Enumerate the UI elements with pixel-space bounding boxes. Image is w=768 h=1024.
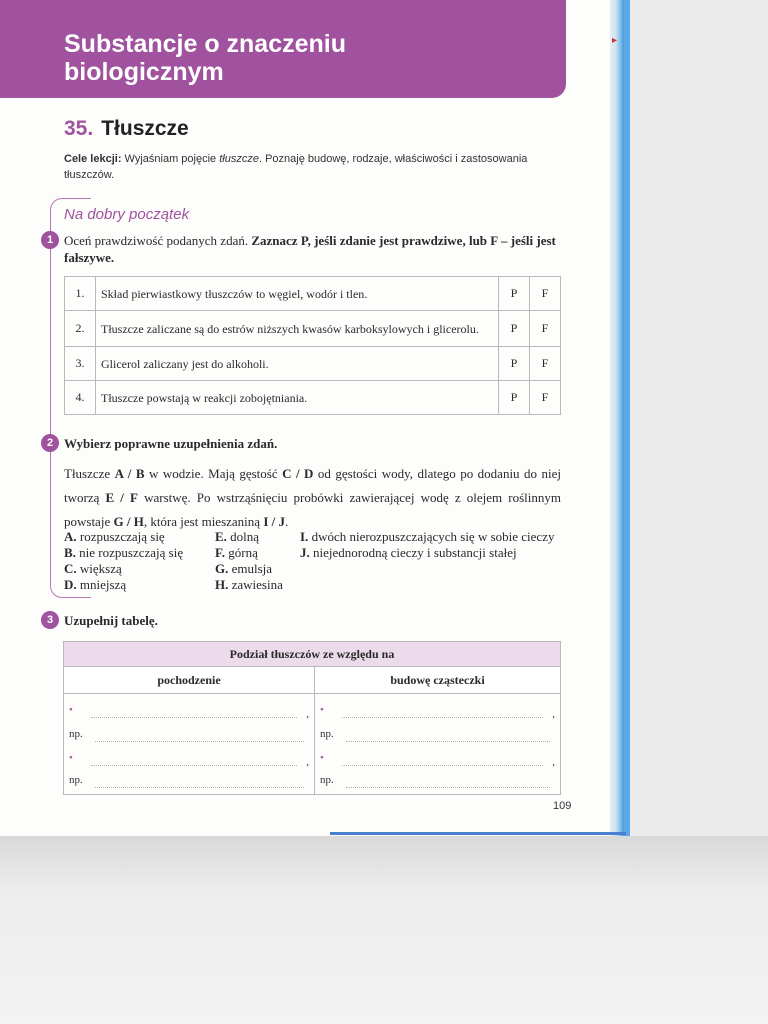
origin-answer-cell (64, 694, 315, 795)
table-row: 1. Skład pierwiastkowy tłuszczów to węgiel, wodór i tlen. P F (65, 277, 561, 311)
column-header-structure: budowę cząsteczki (315, 667, 561, 694)
true-false-table (64, 276, 561, 415)
answer-p[interactable]: P (499, 311, 530, 347)
option-h[interactable]: H. zawiesina (215, 577, 283, 592)
fill-line[interactable]: • , (320, 752, 555, 768)
page-edge (610, 0, 624, 836)
choice-ab[interactable]: A / B (114, 466, 145, 481)
option-a[interactable]: A. rozpuszczają się (64, 529, 165, 544)
structure-answer-cell (315, 694, 561, 795)
answer-p[interactable]: P (499, 381, 530, 415)
margin-mark: ▸ (612, 35, 618, 46)
lesson-goals: Cele lekcji: Wyjaśniam pojęcie tłuszcze. Poznaję budowę, rodzaje, właściwości i zastosowania tłuszczów. (64, 153, 528, 181)
table-header: Podział tłuszczów ze względu na (64, 642, 561, 667)
chapter-banner (0, 0, 566, 98)
task-3-instruction: Uzupełnij tabelę. (64, 613, 158, 628)
option-c[interactable]: C. większą (64, 561, 122, 576)
choice-gh[interactable]: G / H (113, 514, 144, 529)
section-title: Na dobry początek (64, 206, 190, 223)
options-column-1 (64, 529, 183, 593)
option-i[interactable]: I. dwóch nierozpuszczających się w sobie cieczy (300, 529, 555, 544)
option-j[interactable]: J. niejednorodną cieczy i substancji stałej (300, 545, 517, 560)
lesson-number: 35. (64, 117, 94, 140)
fill-line[interactable]: • , (69, 704, 309, 720)
table-row: 4. Tłuszcze powstają w reakcji zobojętniania. P F (65, 381, 561, 415)
task-2-sentence: Tłuszcze A / B w wodzie. Mają gęstość C / D od gęstości wody, dlatego po dodaniu do niej tworzą E / F warstwę. Po wstrząśnięciu probówki zawierającej wodę z olejem roślinnym powstaje G / H, która jest mieszaniną I / J. (64, 466, 561, 529)
task-1-badge: 1 (41, 231, 59, 249)
fill-line[interactable]: • , (69, 752, 309, 768)
choice-cd[interactable]: C / D (282, 466, 314, 481)
option-g[interactable]: G. emulsja (215, 561, 273, 576)
page-number: 109 (553, 800, 572, 812)
answer-f[interactable]: F (530, 311, 561, 347)
fill-line[interactable]: np. (69, 774, 309, 790)
option-b[interactable]: B. nie rozpuszczają się (64, 545, 184, 560)
answer-p[interactable]: P (499, 277, 530, 311)
option-d[interactable]: D. mniejszą (64, 577, 127, 592)
answer-f[interactable]: F (530, 277, 561, 311)
column-header-origin: pochodzenie (64, 667, 315, 694)
fill-line[interactable]: np. (320, 728, 555, 744)
lesson-name: Tłuszcze (101, 117, 189, 140)
task-2-instruction: Wybierz poprawne uzupełnienia zdań. (64, 436, 278, 451)
answer-p[interactable]: P (499, 347, 530, 381)
page-edge-blue (624, 0, 630, 836)
answer-f[interactable]: F (530, 381, 561, 415)
table-row: 2. Tłuszcze zaliczane są do estrów niższych kwasów karboksylowych i glicerolu. P F (65, 311, 561, 347)
cover-edge (330, 832, 626, 835)
chapter-title: Substancje o znaczeniu biologicznym (64, 30, 347, 86)
choice-ij[interactable]: I / J (263, 514, 285, 529)
fill-line[interactable]: np. (320, 774, 555, 790)
options-column-3 (300, 529, 554, 561)
fat-classification-table (63, 641, 561, 795)
task-2-badge: 2 (41, 434, 59, 452)
option-f[interactable]: F. górną (215, 545, 258, 560)
choice-ef[interactable]: E / F (105, 490, 138, 505)
scan-background (0, 836, 768, 1024)
fill-line[interactable]: np. (69, 728, 309, 744)
lesson-title (64, 117, 189, 141)
options-column-2 (215, 529, 283, 593)
task-3-badge: 3 (41, 611, 59, 629)
fill-line[interactable]: • , (320, 704, 555, 720)
option-e[interactable]: E. dolną (215, 529, 260, 544)
table-row: 3. Glicerol zaliczany jest do alkoholi. P F (65, 347, 561, 381)
task-1-instruction: Oceń prawdziwość podanych zdań. Zaznacz P, jeśli zdanie jest prawdziwe, lub F – jeśli jest fałszywe. (64, 233, 556, 265)
answer-f[interactable]: F (530, 347, 561, 381)
